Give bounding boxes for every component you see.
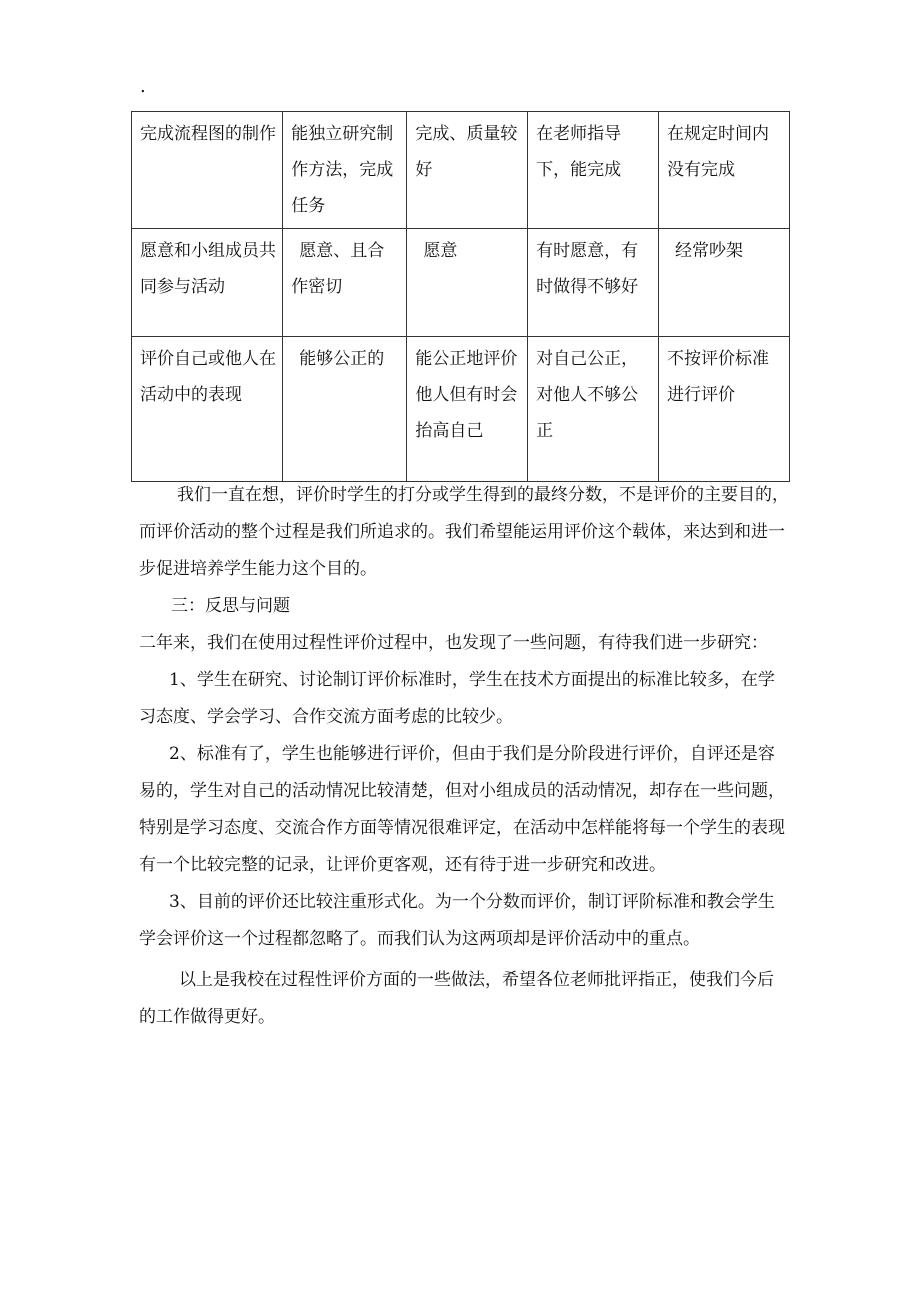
list-item: 2、标准有了，学生也能够进行评价，但由于我们是分阶段进行评价，自评还是容易的，学生对自己的活动情况比较清楚，但对小组成员的活动情况，却存在一些问题，特别是学习态度、交流合作方面等情况很难评定，在活动中怎样能将每一个学生的表现有一个比较完整的记录，让评价更客观，还有待于进一步研究和改进。 xyxy=(139,744,785,875)
table-cell: 不按评价标准进行评价 xyxy=(659,337,790,482)
table-row xyxy=(132,337,790,482)
table-cell: 愿意和小组成员共同参与活动 xyxy=(132,229,283,337)
table-cell: 评价自己或他人在活动中的表现 xyxy=(132,337,283,482)
document-body xyxy=(139,477,789,1036)
evaluation-table xyxy=(131,111,790,482)
paragraph: 二年来，我们在使用过程性评价过程中，也发现了一些问题，有待我们进一步研究： xyxy=(139,633,768,653)
closing-paragraph: 以上是我校在过程性评价方面的一些做法，希望各位老师批评指正，使我们今后的工作做得更好。 xyxy=(139,970,774,1027)
table-cell: 经常吵架 xyxy=(659,229,790,337)
page-marker: . xyxy=(140,76,146,97)
table-cell: 完成、质量较好 xyxy=(407,112,528,229)
table-cell: 能够公正的 xyxy=(283,337,407,482)
table-row xyxy=(132,229,790,337)
list-item: 1、学生在研究、讨论制订评价标准时，学生在技术方面提出的标准比较多，在学习态度、学会学习、合作交流方面考虑的比较少。 xyxy=(139,670,775,727)
table-cell: 能独立研究制作方法，完成任务 xyxy=(283,112,407,229)
table-cell: 愿意、且合作密切 xyxy=(283,229,407,337)
table-cell: 在老师指导下，能完成 xyxy=(528,112,659,229)
table-row xyxy=(132,112,790,229)
table-cell: 在规定时间内没有完成 xyxy=(659,112,790,229)
table-cell: 有时愿意，有时做得不够好 xyxy=(528,229,659,337)
table-cell: 愿意 xyxy=(407,229,528,337)
table-cell: 对自己公正，对他人不够公正 xyxy=(528,337,659,482)
paragraph: 我们一直在想，评价时学生的打分或学生得到的最终分数，不是评价的主要目的，而评价活动的整个过程是我们所追求的。我们希望能运用评价这个载体，来达到和进一步促进培养学生能力这个目的。 xyxy=(139,485,789,579)
table-cell: 能公正地评价他人但有时会抬高自己 xyxy=(407,337,528,482)
section-heading: 三：反思与问题 xyxy=(171,596,290,616)
table-cell: 完成流程图的制作 xyxy=(132,112,283,229)
list-item: 3、目前的评价还比较注重形式化。为一个分数而评价，制订评阶标准和教会学生学会评价这一个过程都忽略了。而我们认为这两项却是评价活动中的重点。 xyxy=(139,892,775,949)
